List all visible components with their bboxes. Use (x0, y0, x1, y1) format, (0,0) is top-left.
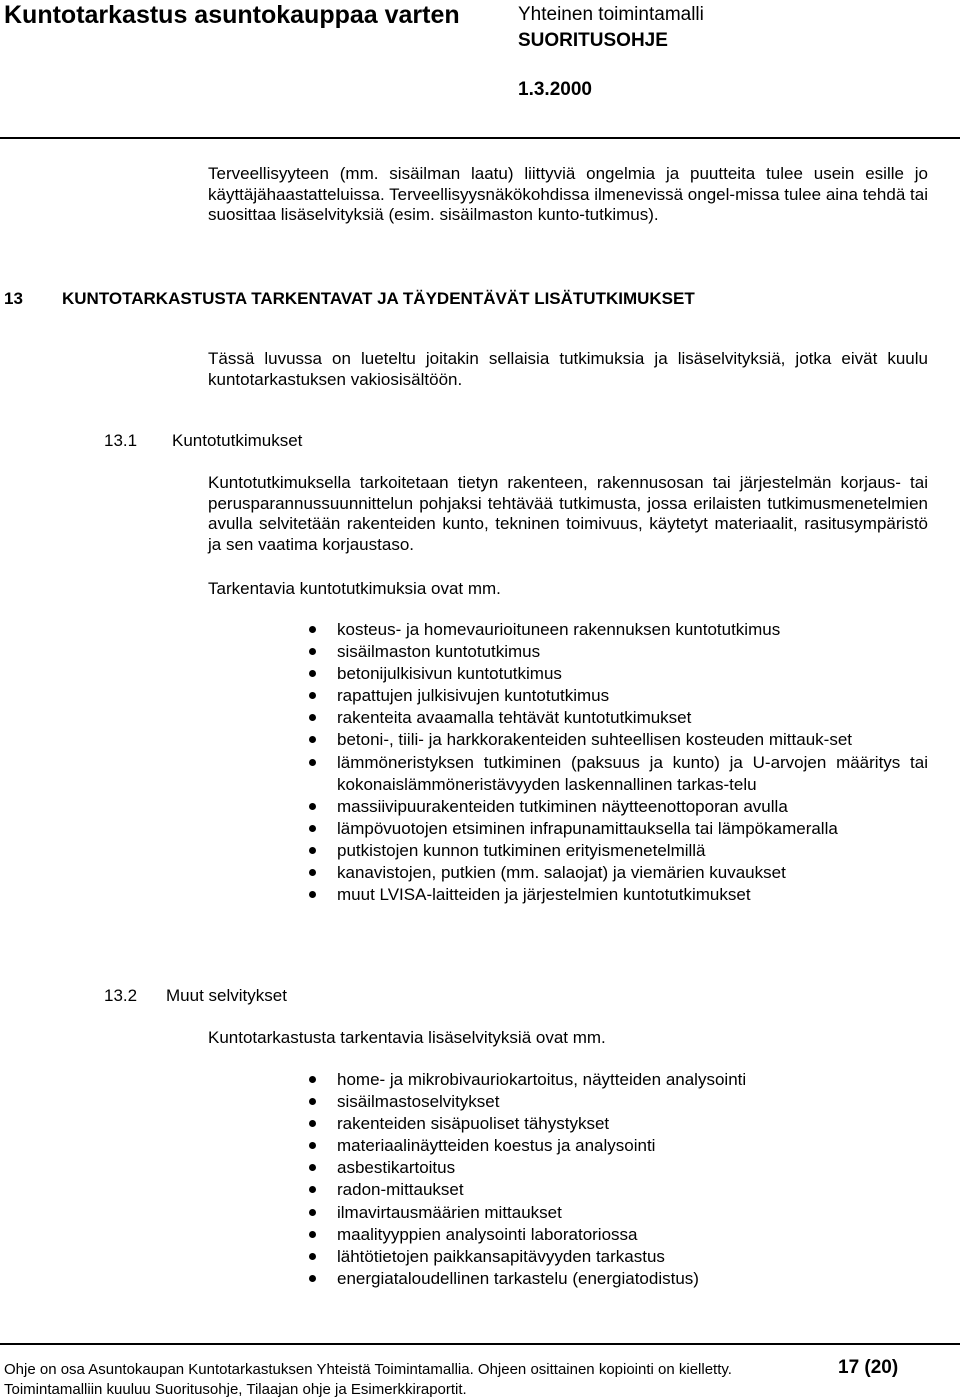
list-item (309, 1246, 928, 1268)
page-number: 17 (20) (838, 1357, 899, 1378)
list-item (309, 1224, 928, 1246)
list-item (309, 818, 928, 840)
footer-model-contents: Toimintamalliin kuuluu Suoritusohje, Tilaajan ohje ja Esimerkkiraportit. (4, 1381, 467, 1398)
list-item-text: sisäilmastoselvitykset (337, 1092, 500, 1112)
bullet-icon (309, 714, 316, 721)
section-13-1-paragraph: Kuntotutkimuksella tarkoitetaan tietyn rakenteen, rakennusosan tai järjestelmän korjaus- tai perusparannussuunnittelun pohjaksi tehtävää tutkimusta, jossa erilaisten tutkimusmenetelmien avulla selvitetään rakenteiden kunto, tekninen toimivuus, käytetyt materiaalit, rasitusympäristö ja sen vaatima korjaustaso. (208, 473, 928, 554)
footer-copyright-notice: Ohje on osa Asuntokaupan Kuntotarkastuksen Yhteistä Toimintamallia. Ohjeen osittainen kopiointi on kielletty. (4, 1361, 732, 1378)
list-item (309, 663, 928, 685)
document-title: Kuntotarkastus asuntokauppaa varten (4, 1, 460, 29)
list-item (309, 619, 928, 641)
section-13-number: 13 (4, 289, 23, 308)
bullet-icon (309, 626, 316, 633)
list-item-text: ilmavirtausmäärien mittaukset (337, 1202, 562, 1222)
list-item (309, 752, 928, 796)
list-item (309, 1069, 928, 1091)
section-13-2-heading: Muut selvitykset (166, 986, 287, 1005)
list-item (309, 641, 928, 663)
list-item (309, 840, 928, 862)
bullet-icon (309, 1120, 316, 1127)
bullet-icon (309, 759, 316, 766)
list-item-text: asbestikartoitus (337, 1158, 456, 1178)
list-item (309, 707, 928, 729)
section-13-1-heading: Kuntotutkimukset (172, 431, 303, 450)
intro-paragraph: Terveellisyyteen (mm. sisäilman laatu) liittyviä ongelmia ja puutteita tulee usein esille jo käyttäjähaastatteluissa. Terveellisyysnäkökohdissa ilmenevissä ongel-missa tulee aina tehdä tai suosittaa lisäselvityksiä (esim. sisäilmaston kunto-tutkimus). (208, 164, 928, 224)
list-item (309, 1157, 928, 1179)
list-item (309, 1091, 928, 1113)
bullet-icon (309, 1275, 316, 1282)
list-item-text: muut LVISA-laitteiden ja järjestelmien kuntotutkimukset (337, 885, 751, 905)
list-item-text: kanavistojen, putkien (mm. salaojat) ja viemärien kuvaukset (337, 863, 786, 883)
bullet-icon (309, 1142, 316, 1149)
condition-survey-list (309, 619, 928, 906)
bullet-icon (309, 692, 316, 699)
document-date: 1.3.2000 (518, 79, 592, 100)
bullet-icon (309, 825, 316, 832)
list-item-text: sisäilmaston kuntotutkimus (337, 642, 541, 662)
document-subtitle: Yhteinen toimintamalli (518, 4, 704, 25)
list-item (309, 1202, 928, 1224)
list-item-text: home- ja mikrobivauriokartoitus, näytteiden analysointi (337, 1070, 747, 1089)
bullet-icon (309, 847, 316, 854)
list-item (309, 796, 928, 818)
section-13-2-number: 13.2 (104, 986, 138, 1005)
list-item-text: energiataloudellinen tarkastelu (energiatodistus) (337, 1268, 699, 1288)
list-item-text: rapattujen julkisivujen kuntotutkimus (337, 686, 610, 706)
header-divider (0, 137, 960, 139)
list-item-text: massiivipuurakenteiden tutkiminen näytteenottoporan avulla (337, 796, 788, 816)
bullet-icon (309, 670, 316, 677)
list-item-text: rakenteita avaamalla tehtävät kuntotutkimukset (337, 708, 692, 728)
list-item (309, 729, 928, 751)
bullet-icon (309, 891, 316, 898)
section-13-1-number: 13.1 (104, 431, 138, 450)
list-item-text: maalityyppien analysointi laboratoriossa (337, 1224, 638, 1244)
bullet-icon (309, 736, 316, 743)
section-13-heading: KUNTOTARKASTUSTA TARKENTAVAT JA TÄYDENTÄVÄT LISÄTUTKIMUKSET (62, 289, 695, 308)
list-item (309, 1135, 928, 1157)
footer-divider (0, 1343, 960, 1345)
list-item-text: betoni-, tiili- ja harkkorakenteiden suhteellisen kosteuden mittauk-set (337, 730, 852, 750)
bullet-icon (309, 1186, 316, 1193)
list-item (309, 1268, 928, 1290)
list-item-text: rakenteiden sisäpuoliset tähystykset (337, 1114, 610, 1134)
bullet-icon (309, 1209, 316, 1216)
bullet-icon (309, 1253, 316, 1260)
list-item-text: materiaalinäytteiden koestus ja analysointi (337, 1136, 656, 1156)
section-13-paragraph: Tässä luvussa on lueteltu joitakin sellaisia tutkimuksia ja lisäselvityksiä, jotka eivät kuulu kuntotarkastuksen vakiosisältöön. (208, 349, 928, 389)
list-item-text: lämpövuotojen etsiminen infrapunamittauksella tai lämpökameralla (337, 818, 838, 838)
bullet-icon (309, 1076, 316, 1083)
list-item-text: lämmöneristyksen tutkiminen (paksuus ja kunto) ja U-arvojen määritys tai kokonaislämmöneristävyyden laskennallinen tarkas-telu (337, 752, 928, 794)
list-item (309, 1113, 928, 1135)
list-item-text: lähtötietojen paikkansapitävyyden tarkastus (337, 1246, 665, 1266)
list-item-text: putkistojen kunnon tutkiminen erityismenetelmillä (337, 840, 706, 860)
list-item (309, 685, 928, 707)
list-item (309, 884, 928, 906)
list-item-text: radon-mittaukset (337, 1180, 464, 1200)
bullet-icon (309, 803, 316, 810)
bullet-icon (309, 1098, 316, 1105)
document-type: SUORITUSOHJE (518, 30, 668, 51)
section-13-1-list-intro: Tarkentavia kuntotutkimuksia ovat mm. (208, 579, 501, 598)
bullet-icon (309, 869, 316, 876)
bullet-icon (309, 1231, 316, 1238)
other-surveys-list (309, 1069, 928, 1290)
list-item (309, 862, 928, 884)
bullet-icon (309, 1164, 316, 1171)
list-item-text: kosteus- ja homevaurioituneen rakennuksen kuntotutkimus (337, 620, 781, 639)
bullet-icon (309, 648, 316, 655)
list-item-text: betonijulkisivun kuntotutkimus (337, 664, 562, 684)
section-13-2-list-intro: Kuntotarkastusta tarkentavia lisäselvityksiä ovat mm. (208, 1028, 606, 1047)
list-item (309, 1179, 928, 1201)
